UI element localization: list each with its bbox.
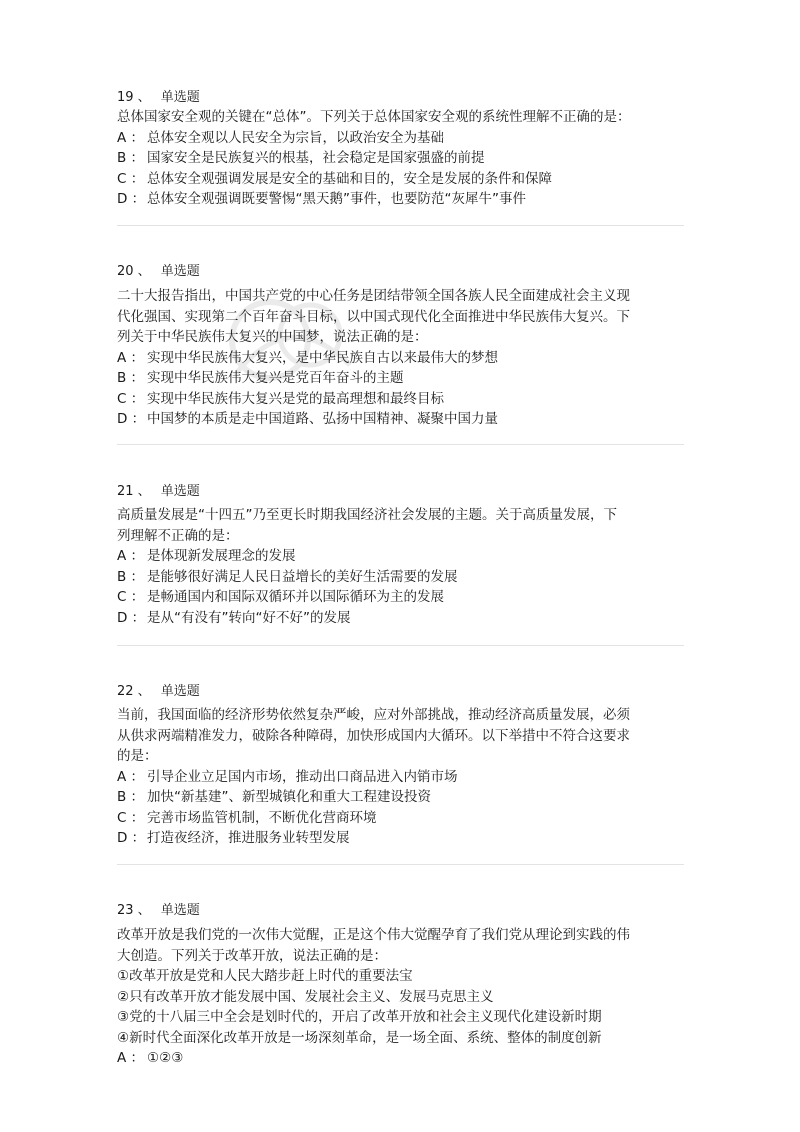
option-text: 总体安全观强调发展是安全的基础和目的，安全是发展的条件和保障 <box>147 170 552 187</box>
option-c[interactable] <box>117 389 687 410</box>
question-header <box>117 682 687 701</box>
question-stem: 总体国家安全观的关键在“总体”。下列关于总体国家安全观的系统性理解不正确的是： <box>117 109 631 125</box>
option-a[interactable] <box>117 128 687 149</box>
option-letter: C ： <box>117 170 145 187</box>
option-text: ①②③ <box>147 1050 184 1066</box>
question-number: 19 、 <box>117 90 151 105</box>
option-letter: B ： <box>117 789 145 805</box>
question-header <box>117 482 687 501</box>
question-number: 20 、 <box>117 264 151 279</box>
option-text: 是能够很好满足人民日益增长的美好生活需要的发展 <box>147 568 458 585</box>
option-letter: B ： <box>117 370 145 386</box>
option-letter: B ： <box>117 568 145 585</box>
option-letter: A ： <box>117 349 145 366</box>
option-b[interactable] <box>117 368 687 389</box>
option-text: 总体安全观以人民安全为宗旨，以政治安全为基础 <box>147 129 444 146</box>
option-d[interactable] <box>117 828 687 849</box>
option-b[interactable] <box>117 787 687 808</box>
option-c[interactable] <box>117 808 687 829</box>
question-type: 单选题 <box>160 903 200 918</box>
option-letter: D ： <box>117 609 146 626</box>
question-stem: 高质量发展是“十四五”乃至更长时期我国经济社会发展的主题。关于高质量发展，下 <box>117 507 617 523</box>
option-text: 加快“新基建”、新型城镇化和重大工程建设投资 <box>147 789 431 805</box>
question-divider <box>117 444 684 445</box>
option-text: 引导企业立足国内市场，推动出口商品进入内销市场 <box>147 768 458 785</box>
option-text: 是体现新发展理念的发展 <box>147 548 296 564</box>
question-stem: 大创造。下列关于改革开放，说法正确的是： <box>117 947 387 964</box>
option-text: 实现中华民族伟大复兴是党百年奋斗的主题 <box>147 370 404 386</box>
option-c[interactable] <box>117 169 687 190</box>
question-21 <box>117 482 687 628</box>
question-divider <box>117 864 684 865</box>
statement-1: ①改革开放是党和人民大踏步赶上时代的重要法宝 <box>117 968 413 984</box>
option-text: 实现中华民族伟大复兴，是中华民族自古以来最伟大的梦想 <box>147 349 498 366</box>
option-c[interactable] <box>117 587 687 608</box>
question-type: 单选题 <box>160 684 200 699</box>
option-letter: A ： <box>117 1050 145 1066</box>
question-stem: 列关于中华民族伟大复兴的中国梦，说法正确的是： <box>117 329 428 345</box>
question-number: 21 、 <box>117 484 151 499</box>
option-text: 是畅通国内和国际双循环并以国际循环为主的发展 <box>147 589 444 605</box>
question-header <box>117 901 687 920</box>
question-22 <box>117 682 687 849</box>
question-number: 23 、 <box>117 903 151 918</box>
question-header <box>117 88 687 107</box>
question-type: 单选题 <box>160 484 200 499</box>
option-letter: C ： <box>117 390 145 407</box>
option-letter: C ： <box>117 589 145 605</box>
question-23 <box>117 901 687 1069</box>
option-letter: A ： <box>117 129 145 146</box>
question-number: 22 、 <box>117 684 151 699</box>
option-d[interactable] <box>117 189 687 210</box>
option-text: 总体安全观强调既要警惕“黑天鹅”事件，也要防范“灰犀牛”事件 <box>147 191 526 207</box>
option-b[interactable] <box>117 148 687 169</box>
option-a[interactable] <box>117 767 687 788</box>
statement-3: ③党的十八届三中全会是划时代的，开启了改革开放和社会主义现代化建设新时期 <box>117 1009 602 1025</box>
option-text: 实现中华民族伟大复兴是党的最高理想和最终目标 <box>147 390 444 407</box>
option-letter: B ： <box>117 150 145 166</box>
question-divider <box>117 225 684 226</box>
statement-2: ②只有改革开放才能发展中国、发展社会主义、发展马克思主义 <box>117 988 494 1005</box>
question-stem: 的是： <box>117 748 158 764</box>
question-stem: 当前，我国面临的经济形势依然复杂严峻，应对外部挑战，推动经济高质量发展，必须 <box>117 707 630 723</box>
question-type: 单选题 <box>160 264 200 279</box>
option-d[interactable] <box>117 608 687 629</box>
option-letter: A ： <box>117 548 145 564</box>
option-a[interactable] <box>117 1048 687 1069</box>
option-letter: A ： <box>117 768 145 785</box>
option-letter: D ： <box>117 830 146 846</box>
statement-4: ④新时代全面深化改革开放是一场深刻革命，是一场全面、系统、整体的制度创新 <box>117 1029 602 1046</box>
option-b[interactable] <box>117 567 687 588</box>
option-a[interactable] <box>117 348 687 369</box>
question-type: 单选题 <box>160 90 200 105</box>
question-header <box>117 262 687 281</box>
option-letter: D ： <box>117 191 146 207</box>
question-stem: 从供求两端精准发力，破除各种障碍，加快形成国内大循环。以下举措中不符合这要求 <box>117 727 630 744</box>
option-text: 国家安全是民族复兴的根基，社会稳定是国家强盛的前提 <box>147 150 485 166</box>
option-text: 完善市场监管机制，不断优化营商环境 <box>147 809 377 826</box>
option-text: 打造夜经济，推进服务业转型发展 <box>147 830 350 846</box>
option-a[interactable] <box>117 546 687 567</box>
question-stem: 代化强国、实现第二个百年奋斗目标，以中国式现代化全面推进中华民族伟大复兴。下 <box>117 308 630 325</box>
option-text: 是从“有没有”转向“好不好”的发展 <box>147 609 351 626</box>
question-19 <box>117 88 687 210</box>
option-text: 中国梦的本质是走中国道路、弘扬中国精神、凝聚中国力量 <box>147 411 498 427</box>
option-d[interactable] <box>117 409 687 430</box>
question-divider <box>117 645 684 646</box>
question-stem: 二十大报告指出，中国共产党的中心任务是团结带领全国各族人民全面建成社会主义现 <box>117 288 630 304</box>
question-20 <box>117 262 687 430</box>
option-letter: C ： <box>117 809 145 826</box>
option-letter: D ： <box>117 411 146 427</box>
question-stem: 改革开放是我们党的一次伟大觉醒，正是这个伟大觉醒孕育了我们党从理论到实践的伟 <box>117 927 630 943</box>
question-stem: 列理解不正确的是： <box>117 527 239 544</box>
